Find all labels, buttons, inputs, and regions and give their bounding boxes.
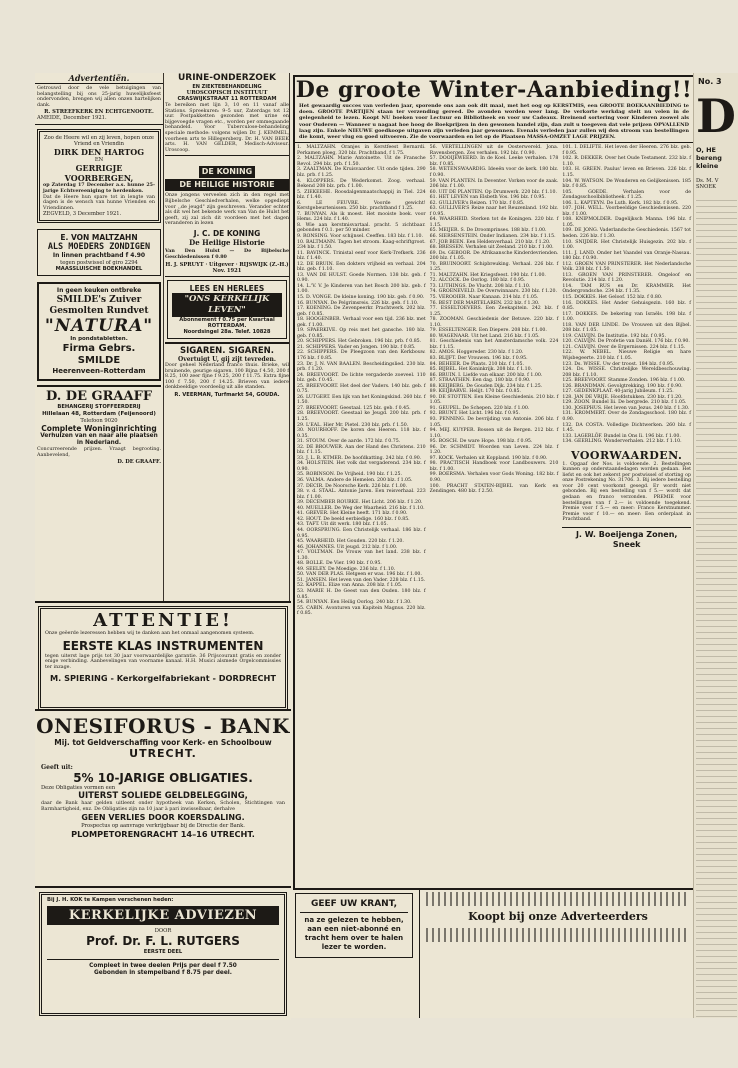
greek-border-bottom [426,928,690,942]
winter-list-item: 86. BRUIN. I. Liefde van elkaar. 200 blz. f 1.00. [429,372,543,378]
smilde-city: Heerenveen–Rotterdam [52,367,146,376]
thanks-place: AMEIDE, December 1921. [37,115,107,122]
winter-list-item: 60. UIT DE PLANTEN. Op Drumwerk. 220 blz. f 1.10. [429,189,557,195]
winter-list-item: 9. RONSING. Voor schijnsel. Ceeffen. 183 blz. f 1.10. [297,233,423,239]
winter-list-item: 5. ZIEKEEHE. Roosdalgenmaatschappij in Tiel. 224 blz. f 1.40. [297,189,426,201]
winter-list-item: 25. BREEVOORT. Het deel der Vaders. 140 blz. geb. f 0.75. [297,383,426,395]
winter-list-item: 55. CABIN. Avonturen van Kapitein Magnus. 220 blz. f 0.85. [297,605,426,617]
kok-door: DOOR [154,928,172,934]
sigaren-sign: R. VEERMAN, Turfmarkt 54, GOUDA. [174,392,280,399]
koning-author: J. C. DE KONING [193,228,261,238]
winter-list-item: 96. Dr. SCHMIDT. Woorden van Leven. 224 blz. f 1.20. [429,444,559,456]
graaff-main: Complete Woninginrichting [41,423,157,433]
graaff-ad [37,385,161,464]
maltzahn-price: tegen postwissel of giro 2294 [60,260,138,267]
winter-list-item: 27. BREEVOORT. Geestaal. 125 blz. geb. f 0.45. [297,405,411,411]
kok-title: KERKELIJKE ADVIEZEN [47,906,279,925]
winter-list-item: 64. WAARHEID. Sterken tot de Koningen. 220 blz. f 1.15. [429,217,559,228]
smilde-product: "NATURA" [44,316,154,337]
winter-intro: Het gewaardig succes van verleden jaar, sporende ons aan ook dit maal, met het oog op KERSTMIS, een GROOTE BOEKAANBIEDING te doen. GROOTE PARTIJEN staan ter verzending gereed. De avonden worden weer lang. De verkorte werkdag stelt nu velen in de gelegenheid te lezen. Koopt NU boeken voor Lectuur en Bibliotheek en voor uw Cadeaux. Breinend sortering voor Kinderen zoowel als voor Ouderen — Wanneer u nagaat hoe hoog de Boekprijzen in den gewonen handel zijn, dan zult u toegeven dat vele prijzen OPVALLEND laag zijn. Enkele NIEUWE goedkoope uitgaven zijn verleden jaar gewonnen. Evenals verleden jaar zullen wij den stroom van bestellingen die komt, weer vlug en goed uitvoeren. Zie de voorwaarden en let op de Plaatsen MASSA-OMZET LAGE PRIJZEN. [295,103,693,143]
winter-list-item: 125. BREEVOORT. Stamme Zonden. 196 blz. f 1.00. [562,378,686,384]
attentie-intro: Onze geëerde lezeressen hebben wij te danken aan het onmaal aangenomen systeem. [45,631,255,636]
koning-publisher: H. J. SPRUYT · Uitgever · RIJSWIJK (Z.-H.) Nov. 1921 [165,261,289,274]
onesiforus-prosp: Prospectus op aanvrage verkrijgbaar bij de Directie der Bank. [81,823,245,830]
smilde-ad [37,282,161,381]
winter-list-item: 105. GOEDE. Verhalen voor de Zondagsschoolbibliotheek. f 1.25. [562,189,692,201]
maltzahn-title: ALS MOEDERS ZONDIGEN [47,242,151,253]
graaff-sign: D. DE GRAAFF. [117,458,161,465]
smilde-firm: Firma Gebrs. SMILDE [62,343,136,367]
winter-list-item: 113. GROEN VAN PRINSTERER. Ongeloof en Revolutie. 214 blz. f 1.20. [562,272,692,284]
winter-list-item: 121. CALVIJN. Over de Ergernissen. 224 blz. f 1.15. [562,344,686,350]
kok-ad [35,886,291,1020]
winter-offer [293,73,695,1018]
winter-list-item: 23. Dr. J. N. VAN BAALEN. Bescheidingslied. 230 blz. prb. f 1.20. [297,361,426,373]
winter-list-item: 100. PRACHT STATEN-BIJBEL van Kerk en Zendingen. 480 blz. f 2.50. [429,483,559,495]
winter-list-item: 102. R. DEKKER. Over het Oude Testament. 232 blz. f 1.10. [562,156,692,167]
anniversary-wish: Dat de Heere hun spare tot in lengte van dagen is de wensch van hunne Vrienden en Vriendinnen. [43,194,155,211]
onesiforus-safe: UITERST SOLIEDE GELDBELEGGING, [78,791,248,801]
maltzahn-author: E. VON MALTZAHN [60,233,138,243]
graaff-moving: Verhuizen van en naar alle plaatsen in Nederland. [40,433,158,447]
winter-list-item: 47. VOLTMAN. De Vrouw van het land. 238 blz. f 1.30. [297,550,426,561]
winter-list-item: 2. MALTZAHN. Marie Antoinette. Uit de Fransche Revol. 294 blz. prb. f 1.50. [297,156,426,167]
attentie-title: ATTENTIE! [93,610,233,631]
winter-list-item: 45. WAARHEID. Het Gouden. 220 blz. f 1.20. [297,539,404,545]
winter-list-item: 93. PENNING. De bevrijding van Antonie. 206 blz. f 1.05. [429,417,559,428]
winter-list-item: 122. W. NEBEL. Nieuwe Religie en hare Wijsbegeerte. 210 blz. f 1.05. [562,350,692,361]
smilde-intro: In geen keuken ontbreke [56,287,142,295]
koning-book: De Heilige Historie [189,238,265,248]
thanks-notice [35,84,163,125]
graaff-note: Concurreerende prijzen. Vraagt begrooting. Aanbevelend, [37,447,161,458]
kok-intro: Bij J. H. KOK te Kampen verschenen heden: [47,897,174,903]
winter-list-item: 112. GROEN VAN PRINSTERER. Het Nederlandsche Volk. 238 blz. f 1.50. [562,261,692,273]
winter-list-item: 70. BRUINOORT. Schipbreuking. Verhaal. 226 blz. f 1.25. [429,261,559,273]
winter-list-item: 127. GEDENKPLAAT. 40-jarig Jubileum. f 1.25. [562,389,674,395]
maltzahn-shop: MAASSLUISCHE BOEKHANDEL [55,266,143,273]
winter-list-item: 80. WAGENAAR. Uit het Land. 216 blz. f 1.05. [429,333,540,339]
winter-list-item: 37. DECIR. De Noorsche Kerk. 226 blz. f 1.00. [297,483,408,489]
leven-line-3: Abonnement f 0.75 per Kwartaal [179,316,275,323]
winter-list-item: 41. GREVER. Het Kleine heeft. 171 blz. f 0.90. [297,511,408,517]
winter-list-item: 71. MALTZAHN. Het Kriegsfeest. 190 blz. f 1.00. [429,272,546,278]
onesiforus-city: UTRECHT. [129,747,197,760]
winter-list-item: 72. ALCOCK. De Oorlog. 180 blz. f 0.95. [429,278,526,284]
winter-list-item: 59. VAN PLANTEN. In Deventer. Vorken voor de zaak. 206 blz. f 1.00. [429,178,559,190]
winter-list-item: 132. DA COSTA. Volledige Dichtwerken. 260 blz. f 1.45. [562,422,692,434]
winter-list-item: 54. BUNYAN. Een Heilig Oorlog. 240 blz. f 1.30. [297,600,412,606]
urine-address: CRASWIJKSTRAAT 11 ROTTERDAM [177,96,277,102]
winter-list-item: 84. BEHEER. De Plaats. 210 blz. f 1.05. [429,361,524,367]
winter-list-item: 58. WETENSWAARDIG. Ideeën voor de kerk. 180 blz. f 0.90. [429,167,559,178]
next-page-line-1: O, HE [696,146,716,154]
advertisements-header: Advertentiën. [35,73,163,84]
winter-list-item: 65. MEIJER. S. De Droomprinses. 188 blz. f 1.00. [429,228,547,234]
winter-list-item: 119. CALVIJN. De Institutie. 192 blz. f 0.95. [562,333,666,339]
winter-list-item: 97. KOCK. Verhalen uit Koppland. 190 blz. f 0.90. [429,455,548,461]
next-page-initial: D [696,89,736,143]
winter-list-item: 18. HOOGENBER. Verhaal voor een tijd. 236 blz. met gek. f 1.00. [297,317,426,328]
winter-list-item: 15. D. VONGE. De kleine koning. 190 blz. geb. f 0.90. [297,294,425,300]
winter-list-item: 21. SCHIPPERS. Vader en Jongen. 190 blz. f 0.85. [297,344,416,350]
koning-price: Van Den Hulst — De Bijbelsche Geschiedenissen f 0.80 [165,248,289,260]
winter-list-item: 129. ZOON. Bundel Iii. De bergrede. 210 blz. f 1.05. [562,400,687,406]
winter-list-item: 98. PRACTISCH Handboek voor Landbouwers. 210 blz. f 1.00. [429,461,559,472]
kerkelijk-leven-ad [167,280,287,339]
newspaper-page [35,73,695,1018]
winter-list-item: 24. BREEVOORT. De lichte vergaderde zoeveel. 110 blz. geb. f 0.45. [297,372,426,384]
next-page-line-2: bereng [696,154,722,162]
urine-body: Te bereiken met lijn 3, 10 en 11 vanaf alle Stations. Spreekuren: 9–5 uur, Zaterdags tot 12 uur. Postpakketten gezonden met urine en bijgevoegde vragen etc., worden per ommegaande behandeld. Voor Tuberculose-behandeling speciale methode: volgens wijlen Dr. J. KEMMEL, voorheen arts te Hillegersberg. Dr. H. VAN BEEK arts. H. VAN GELDER, Medisch-Adviseur. Uroscoop. [165,103,289,153]
winter-list-item: 90. DE STOTTEN. Een Kleine Geschiedenis. 210 blz. f 1.05. [429,394,559,406]
winter-list-item: 36. VALMA. Andere de Hemelen. 200 blz. f 1.05. [297,478,413,484]
winter-list-item: 130. JOSEPHUS. Het leven van Jezus. 240 blz. f 1.30. [562,405,690,411]
winter-list-item: 34. HOLSTEIN. Het volk dat vergaderend. 234 blz. f 0.90. [297,461,426,472]
winter-list-item: 40. MUELLER. De Weg der Waarheid. 216 blz. f 1.10. [297,505,425,511]
sigaren-ad [165,342,289,398]
kok-price-2: Gebonden in stempelband f 8.75 per deel. [94,970,232,976]
winter-list-item: 75. VEROOIER. Naar Kanaan. 214 blz. f 1.05. [429,294,539,300]
sigaren-body: Door geheel Nederland franco thuis. Brieke, wil bruinende, geurige sigaren. 100 Bijna f 4.50, 200 f 8.25, 100 zeer fijne f 9.25, 200 f 11.75. Extra fijne 100 f 7.50, 200 f 14.25. Brieven van iedere denkbeeldige voordeelig uit alle standen. [165,363,289,391]
koning-subtitle: DE HEILIGE HISTORIE [165,179,289,191]
winter-list-b [430,145,559,616]
winter-list-item: 133. LAGERLÖF. Bundel in Ons Ii. 196 blz. f 1.00. [562,433,681,439]
winter-list-item: 118. VAN DER LINDE. De Vrouwen uit den Bijbel. 208 blz. f 1.05. [562,322,692,334]
winter-list-item: 77. ESSELTOEVERS. Een Zeekapitein. 242 blz. f 1.25. [429,306,559,317]
winter-list-item: 11. BAVINCK. Trinistal eenf voor Kerk-Trefkerk. 236 blz. f 1.40. [297,250,426,262]
winter-list-item: 46. JOHANNES. Uit jeugd. 212 blz. f 1.00. [297,544,398,550]
thanks-names: R. STREEFKERK EN ECHTGENOOTE. [44,109,154,116]
winter-list-item: 99. BOERSMA. Verhalen voor Gods Woning. 182 blz. f 0.90. [429,472,559,484]
anniversary-line-1: Zoo de Heere wil en zij leven, hopen onze Vriend en Vriendin [44,135,154,148]
sigaren-title: SIGAREN. SIGAREN. [179,345,275,356]
winter-list-item: 101. I. DELIFTE. Het leven der Heeren. 276 blz. geb. f 0.95. [562,145,692,156]
winter-list-item: 7. BUNYAN. Als ik moest. Het mooiste boek. voor Hems. 224 blz. f 1.40. [297,211,426,223]
voorwaarden-title: VOORWAARDEN. [570,448,683,462]
winter-list-item: 108. KNIPMOLDER. Dagelijksch Manna. 196 blz. f 1.05. [562,217,692,228]
winter-list-item: 61. HET LEVEN van Elsbeth Vos. 196 blz. f 0.95. [429,195,546,201]
winter-list-item: 73. LUTHINGS. De Vlucht. 208 blz. f 1.10. [429,283,531,289]
leven-line-4: ROTTERDAM. [207,322,247,329]
winter-list-item: 33. J. L. B. KTMER. De hoofdkatting. 242 blz. f 0.90. [297,455,422,461]
winter-list-a [297,145,426,616]
leven-line-2: "ONS KERKELIJK LEVEN" [172,293,282,317]
kok-author: Prof. Dr. F. L. RUTGERS [86,934,240,948]
anniversary-notice [37,129,161,223]
winter-list-item: 69. Ds. GEBOOR. De Afrikaansche Kinderdevrienden. 200 blz. f 1.05. [429,250,559,262]
winter-list-item: 6. LE FEUVRE. Voorde gewicht! Kerstgebeurtenissen. 250 blz. prachtband f 1.25. [297,200,426,212]
winter-list-item: 128. JAN DE VRIJE. Hoofdstukken. 230 blz. f 1.20. [562,394,683,400]
winter-list-item: 62. GULLIVER's Reizen. 170 blz. f 0.85. [429,200,525,206]
winter-list-item: 88. KEIJBERG. De Gouden Dijk. 234 blz. f 1.25. [429,383,543,389]
winter-list-item: 3. ZAALTMAN. De Kruisvaarder. Uit onde tijden. 290 blz. prb. f 1.25. [297,167,426,178]
winter-list-item: 50. VAN DER PLAS. Hetgeen er was. 196 blz. f 1.00. [297,572,422,578]
winter-list-item: 78. ZOOMAN. Geschiedenis der Betuwe. 220 blz. f 1.10. [429,317,559,328]
winter-list-item: 123. Ds. WISSE. Uw der troost. 184 blz. f 0.95. [562,361,675,367]
winter-list-item: 115. DOKKES. Het Geloof. 152 blz. f 0.80. [562,294,663,300]
winter-list-item: 87. STRAATHEN. Een dag. 180 blz. f 0.90. [429,378,531,384]
koopt-text: Koopt bij onze Adverteerders [468,910,648,923]
urine-sub: EN ZIEKTEBEHANDELING [192,84,262,90]
winter-list-item: 10. BALTMANN. Tagen het stroom. Kaag-schriftgroot. 234 blz. f 1.50. [297,239,426,251]
next-page-text-lines [696,200,737,1018]
onesiforus-desc: daar de Bank haar gelden uitleent onder hypotheek van Kerken, Scholen, Stichtingen van Barmhartigheid, enz. De Obligaties zijn na 10 jaar à pari inwisselbaar, derhalve [41,801,285,812]
onesiforus-denom: Deze Obligaties vormen een [41,785,116,791]
smilde-note: In pondstabletten. [70,336,128,343]
winter-list-c-wrap [562,145,691,616]
urine-institute: UROSCOPISCH INSTITUUT [186,90,268,96]
winter-list-item: 29. L'EAL. Hier Mr. Pietel. 230 blz. prb. f 1.50. [297,422,409,428]
onesiforus-rate: 5% 10-JARIGE OBLIGATIES. [73,771,253,785]
winter-list-item: 76. BEST DER MARTELAREN. 232 blz. f 1.30. [429,300,540,306]
winter-list-item: 117. DOKKES. De bekering van Israëls. 198 blz. f 1.00. [562,311,692,323]
anniversary-name-1: DIRK DEN HARTOG [53,147,145,158]
winter-list-item: 14. L.'V. V. Je Kinderen van het Bosch 200 blz. geb. f 1.00. [297,283,426,295]
winter-list-item: 57. DOOIJEWEERD. In de Koel. Leeke verhalen. 178 blz. f 0.85. [429,156,559,167]
winter-list-item: 109. DE JONG. Vaderlandsche Geschiedenis. 1567 tot heden. 226 blz. f 1.30. [562,228,692,239]
koning-body: Onze jongens verveelen zich in den regel met Bijbelsche Geschiedverhalen, welke opgediept voor ,,de jeugd" zijn geschreven. Verander echter als dit wel het bekende werk van Van de Hulst het geeft, zij zal zich dit voordeen met het dagen veranderen in lezen [165,193,289,227]
winter-list-item: 42. HOUT. De beeld eerbiedige. 160 blz. f 0.85. [297,516,410,522]
winter-list-item: 52. KAPPEL. Elize van Anna. 208 blz. f 1.05. [297,583,403,589]
next-page-edge [693,73,738,1018]
attentie-body: tegen uiterst lage prijs tot 30 jaar voorwaardelijke garantie. 36 Prijscourant gratis en zonder enige verbinding. Aanbevelingen van voorname kanaal. H.H. Musici alsmede Orgelcommissies ter inzage. [45,653,281,670]
winter-list-item: 110. SNIJDER. Het Christelijk Huisgezin. 202 blz. f 1.00. [562,239,692,251]
onesiforus-verlies: GEEN VERLIES DOOR KOERSDALING. [81,813,245,823]
graaff-trade: BEHANGERIJ STOFFEERDERIJ [57,404,141,411]
winter-list-item: 53. MARIE H. De Geest van den Ouden. 180 blz. f 0.85. [297,588,426,600]
winter-list-item: 120. CALVIJN. De Profetie van Daniël. 176 blz. f 0.90. [562,339,690,345]
winter-list-item: 12. DE BRUIN. Een dokters vrijheid en verhaal. 204 blz. geb. f 1.10. [297,261,426,273]
winter-list-item: 131. KROMMERT. Over de Zondagsschool. 180 blz. f 0.90. [562,411,692,423]
winter-list-item: 92. BRUNT. Het Licht. 196 blz. f 0.95. [429,411,520,417]
winter-list-item: 43. TAFT. Uit dit werk. 180 blz. f 1.05. [297,522,388,528]
winter-list-item: 39. DECEMBER ROURKE. Het Licht. 206 blz. f 1.20. [297,500,423,506]
winter-list-item: 13. VAN DE HULST. Goede Normen. 138 blz. geb. f 0.90. [297,272,426,284]
krant-body: na ze gelezen te hebben, aan een niet-abonné en tracht hem over te halen lezer te worden. [304,916,404,951]
attentie-head: EERSTE KLAS INSTRUMENTEN [62,638,264,653]
koning-title: DE KONING [199,166,255,178]
winter-list-item: 116. DOKKES. Het Ander Gehuisgezin. 160 blz. f 0.85. [562,300,692,312]
leven-line-1: LEES EN HERLEES [189,283,265,293]
greek-border-top [426,892,690,906]
onesiforus-address: PLOMPETORENGRACHT 14–16 UTRECHT. [71,829,255,840]
winter-list-item: 107. JOH. WELL. Voorbeeldige Geschiedenissen. 220 blz. f 1.00. [562,206,692,217]
next-page-number: No. 3 [698,77,722,86]
attentie-ad [35,601,291,711]
winter-list-item: 134. GEERLING. Wonderverhalen. 212 blz. f 1.10. [562,439,682,445]
winter-list-item: 30. NOURHOFF. De koren des Heeren. 118 blz. f 0.35. [297,428,426,439]
winter-list-item: 94. MEJ. KUYPER. Bossen uit de Bergen. 212 blz. f 1.10. [429,428,559,439]
winter-list-item: 82. AMOS. Hoggereder. 230 blz. f 1.20. [429,350,524,356]
thanks-text: Getrouwd door de vele betuigingen van belangstelling bij ons 25-jarig huwelijksfeest ondervonden, brengen wij allen onzen hartelijken dank. [37,86,161,108]
winter-list-item: 81. Geschiedenis van het Amsterdamsche volk. 224 blz. f 1.15. [429,339,559,350]
kok-price-1: Compleet in twee deelen Prijs per deel f 7.50 [47,959,279,970]
winter-title: De groote Winter-Aanbieding!! [295,77,693,103]
graaff-phone: Telefoon 9020 [80,417,118,424]
winter-list-item: 83. BLIJFT. Der Vrouwen. 196 blz. f 0.95. [429,356,528,361]
winter-list-item: 126. BRANDMAN. Gevolgtrekking. 190 blz. f 0.90. [562,383,683,389]
kok-deel: EERSTE DEEL [143,949,183,955]
winter-list-item: 91. GEUPEL. De Schepen. 220 blz. f 1.00. [429,405,530,411]
winter-list-item: 79. ESSELTENGER. Een Diepere. 208 blz. f 1.00. [429,328,547,334]
winter-list-item: 68. BRESSEN. Verhalen uit Zeeland. 210 blz. f 1.00. [429,245,554,251]
winter-list-item: 20. SCHIPPERS. Het Gebroken. 196 blz. prb. f 0.85. [297,339,422,345]
winter-list-item: 48. BOLLE. De Vier. 190 blz. f 0.95. [297,561,382,567]
onesiforus-title: ONESIFORUS - BANK [36,714,290,738]
onesiforus-ad [35,709,291,888]
next-page-line-4: Ds. M. V [696,178,719,184]
winter-list-item: 38. v. d. STAAL. Antonie Jaren. Een reisverhaal. 223 blz. f 1.00. [297,489,426,500]
boeijenga-firm: J. W. Boeijenga Zonen, Sneek [562,527,691,550]
winter-list-item: 74. GROENEVELD. De Overwinnaars. 230 blz. f 1.20. [429,289,558,295]
anniversary-en: EN [94,157,104,164]
maltzahn-binding: In linnen prachtband f 4.90 [52,252,146,260]
anniversary-name-2: GERRIGJE VOORBERGEN, [64,163,134,184]
winter-list-item: 49. SEELEY. De Moedige. 236 blz. f 1.10. [297,566,396,572]
onesiforus-sub: Mij. tot Geldverschaffing voor Kerk- en Schoolbouw [54,738,272,747]
winter-list-item: 106. L. KAPTEYN. De Luth. Kerk. 182 blz. f 0.95. [562,200,679,206]
winter-list-item: 44. OORSPRUNG. Een Christelijk verhaal. 186 blz. f 0.95. [297,527,426,539]
sigaren-sub: Overtuigt U, gij zijt tevreden. [178,355,276,363]
winter-list-item: 26. LUTGERT. Een lijk van het Koningskind. 260 blz. f 1.50. [297,394,426,406]
winter-list-item: 56. VERTELLINGEN uit de Oosterwereld. Jona. Ravensbergen. Zes verhalen. 192 blz. f 0.90. [429,145,559,156]
next-page-line-5: SNOEK [696,184,717,190]
winter-list-item: 124. Ds. WISSE. Christelijke Wereldbeschouwing. 208 blz. f 1.10. [562,367,692,378]
winter-list-item: 35. ROBINSON. De Vrijheid. 190 blz. f 1.25. [297,472,402,478]
winter-list-item: 89. KEIJBARVE. Helijt. 170 blz. f 0.85. [429,389,521,395]
winter-list-c [562,145,691,445]
koopt-block [419,888,695,1018]
winter-list-item: 63. GULLIVER'S Reize naar het Reuzenland. 192 blz. f 0.95. [429,206,559,217]
winter-list-item: 95. BOSCH. De ware Hope. 198 blz. f 0.95. [429,439,533,445]
attentie-firm: M. SPIERING - Kerkorgelfabriekant - DORDRECHT [50,673,276,684]
winter-list-item: 17. KOENING. De Zevenpeerkr. Prachtwerk. 202 blz. geb. f 0.85. [297,306,426,317]
winter-list-item: 28. BREEVOORT. Geestaal ke Jeugd. 200 blz. prb. f 1.25. [297,411,426,423]
winter-list-item: 103. H. GREEN. Paulus' leven en Brieven. 226 blz. f 1.15. [562,167,692,178]
winter-list-item: 8. Wie aan kerstmisvartaal. pracht. 5 zichtbaar. gebonden f 0.1. per 50 minder. [297,222,426,234]
winter-list-item: 85. BIJBEL. Het Koninkrijk. 208 blz. f 1.10. [429,367,533,373]
graaff-address: Hillelaan 48, Rotterdam (Feijenoord) [42,410,156,417]
winter-list-item: 114. TAM RUS en Dr. KRAMMER. Het Ondergrondsche. 234 blz. f 1.35. [562,283,692,295]
winter-list-item: 51. JANSEN. Het leven van den Vader. 228 blz. f 1.15. [297,577,426,583]
onesiforus-geeft: Geeft uit: [41,764,73,771]
winter-list-item: 4. KLOPPERS. De Wederkomst. Zoog. verhaal. Bekend 208 blz. prb. f 1.00. [297,178,426,190]
winter-list-item: 67. JOB BEEN. Een Heldenverhaal. 210 blz. f 1.20. [429,239,551,245]
urine-title: URINE-ONDERZOEK [177,73,277,83]
winter-list-item: 22. SCHIPPERS. De Pleegzoon van den Kerkbouw. 176 blz. f 0.85. [297,350,426,361]
winter-list-item: 111. J. LAND. Onder het Vaandel van Oranje-Nassau. 180 blz. f 0.90. [562,250,692,262]
maltzahn-ad [37,229,161,276]
winter-list-item: 19. SPAERKIVE. Op reis met het gansche. 180 blz. geb. f 0.85. [297,328,426,339]
winter-list-item: 31. STOUM. Over de aarde. 172 blz. f 0.75. [297,439,401,445]
winter-list-item: 104. W. WATSON. De Wonderen en Gelijkenissen. 185 blz. f 0.85. [562,178,692,190]
anniversary-place: ZEGVELD, 3 December 1921. [43,211,122,218]
winter-list-item: 66. SIERSENSTEIN. Onder Indianen. 234 blz. f 1.15. [429,233,556,239]
winter-list-item: 1. MALTZAHN. Oranjes in Kerstfeest Bernardi. Perkamen ploeg, 320 blz. Prachtband, f 1.75. [297,145,426,156]
leven-line-5: Noordsingel 28a. Telef. 10828 [183,328,271,335]
anniversary-date: op Zaterdag 17 December a.s. hunne 25-jarige Echtvereeniging te herdenken. [43,182,155,194]
next-page-line-3: kleine [696,162,719,170]
graaff-name: D. DE GRAAFF [45,389,153,405]
krant-title: GEEF UW KRANT, [300,899,408,913]
winter-list-item: 16. BUNYAN. De Pelgrimsreis. 226 blz. geb. f 1.10. [297,300,419,306]
winter-list-item: 32. DE BROUWER. Aan der Hand des Christens. 210 blz. f 1.15. [297,444,426,456]
voorwaarden-body: 1. Opgaaf der Nos. is voldoende. 2. Bestellingen kunnen op onderstaandedagen worden gedaan. Het liefst en ook het zekerst per postwissel of storting op onze Postrekening No. 31706. 3. Bij iedere bestelling voor 20 cent voorkomt gesegd. Er wordt niet gebonden. Bij een bestelling van f 5.— wordt dat gedaan en franco verzonden. PREMIE voor bestellingen van f 2.— is voldoende toegekend. Premie voor f 5.— en meer: Franco Kerstnummer. Premie voor f 10.— en meer: Een orderplaat in Prachtband. [562,461,692,523]
koning-ad [165,159,289,276]
smilde-brand: SMILDE's Zuiver Gesmolten Rundvet [49,295,149,316]
urine-ad [165,73,289,156]
krant-ad [293,891,415,1011]
